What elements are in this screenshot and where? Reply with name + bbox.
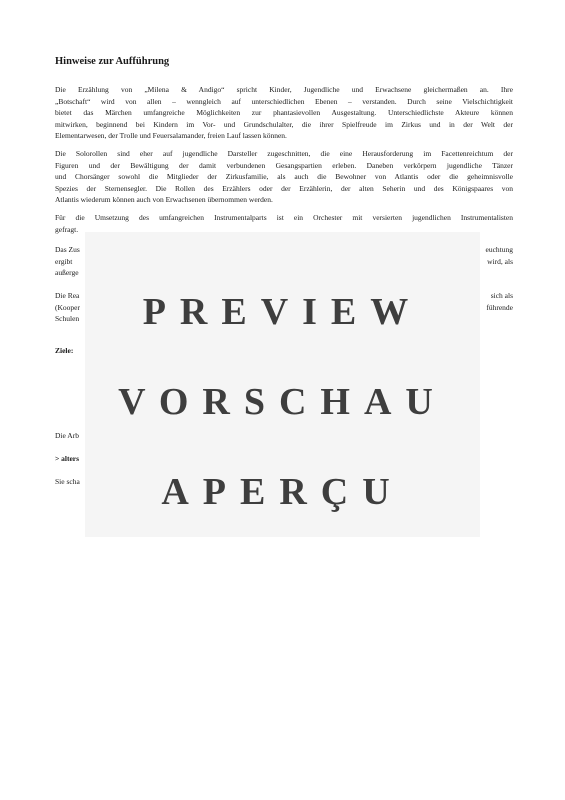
text-line: mitwirken, beginnend bei Kindern im Vor- und Grundschulalter, die ihrer Spielfreude im Zirkus und in der Welt der <box>55 119 513 129</box>
text-line: euchtung <box>485 245 513 254</box>
text-line: Elementarwesen, der Trolle und Feuersalamander, freien Lauf lassen können. <box>55 131 287 141</box>
watermark-preview: PREVIEW <box>142 291 423 333</box>
text-line: Die Erzählung von „Milena & Andigo“ spricht Kinder, Jugendliche und Erwachsene gleichermaßen an. Ihre <box>55 85 513 94</box>
alters-line: > alters <box>55 454 80 463</box>
text-line: und Chorsänger sowohl die Mitglieder der Zirkusfamilie, als auch die Bewohner von Atlantis oder die geheimnisvolle <box>55 172 513 182</box>
text-line: Atlantis wiederum können auch von Erwachsenen übernommen werden. <box>55 195 273 205</box>
text-line: Sie scha <box>55 477 80 486</box>
text-line: außerge <box>55 268 79 278</box>
text-line: Für die Umsetzung des umfangreichen Instrumentalparts ist ein Orchester mit versierten jugendlichen Instrumentalisten <box>55 213 513 222</box>
paragraph-intro <box>55 84 513 142</box>
text-line: gefragt. <box>55 224 79 234</box>
watermark-apercu: APERÇU <box>161 471 404 513</box>
text-line: sich als <box>490 291 513 300</box>
text-line: Figuren und der Bewältigung der damit verbundenen Gesangspartien erleben. Daneben verkörpern jugendliche Tänzer <box>55 160 513 170</box>
preview-watermark-overlay <box>85 232 480 537</box>
text-line: Schulen <box>55 314 80 324</box>
text-line: ergibt <box>55 256 73 266</box>
watermark-vorschau: VORSCHAU <box>118 381 447 423</box>
text-line: Die Rea <box>55 291 80 300</box>
text-line: Spezies der Sternensegler. Die Rollen des Erzählers oder der Erzählerin, der alten Seherin und des Königspaares von <box>55 183 513 193</box>
text-line: Die Solorollen sind eher auf jugendliche Darsteller zugeschnitten, die eine Herausforderung im Facettenreichtum der <box>55 149 513 158</box>
text-line: Die Arb <box>55 431 79 440</box>
text-line: führende <box>486 302 513 312</box>
text-line: Das Zus <box>55 245 80 254</box>
ziele-heading: Ziele: <box>55 346 74 355</box>
text-line: (Kooper <box>55 302 80 312</box>
text-line: „Botschaft“ wird von allen – wenngleich auf unterschiedlichen Ebenen – verstanden. Durch seine Vielschichtigkeit <box>55 96 513 106</box>
section-heading: Hinweise zur Aufführung <box>55 56 170 67</box>
text-line: wird, als <box>487 256 513 266</box>
paragraph-solorollen <box>55 148 513 206</box>
text-line: bietet das Märchen umfangreiche Möglichkeiten zur phantasievollen Ausgestaltung. Unterschiedlichste Akteure können <box>55 108 513 118</box>
